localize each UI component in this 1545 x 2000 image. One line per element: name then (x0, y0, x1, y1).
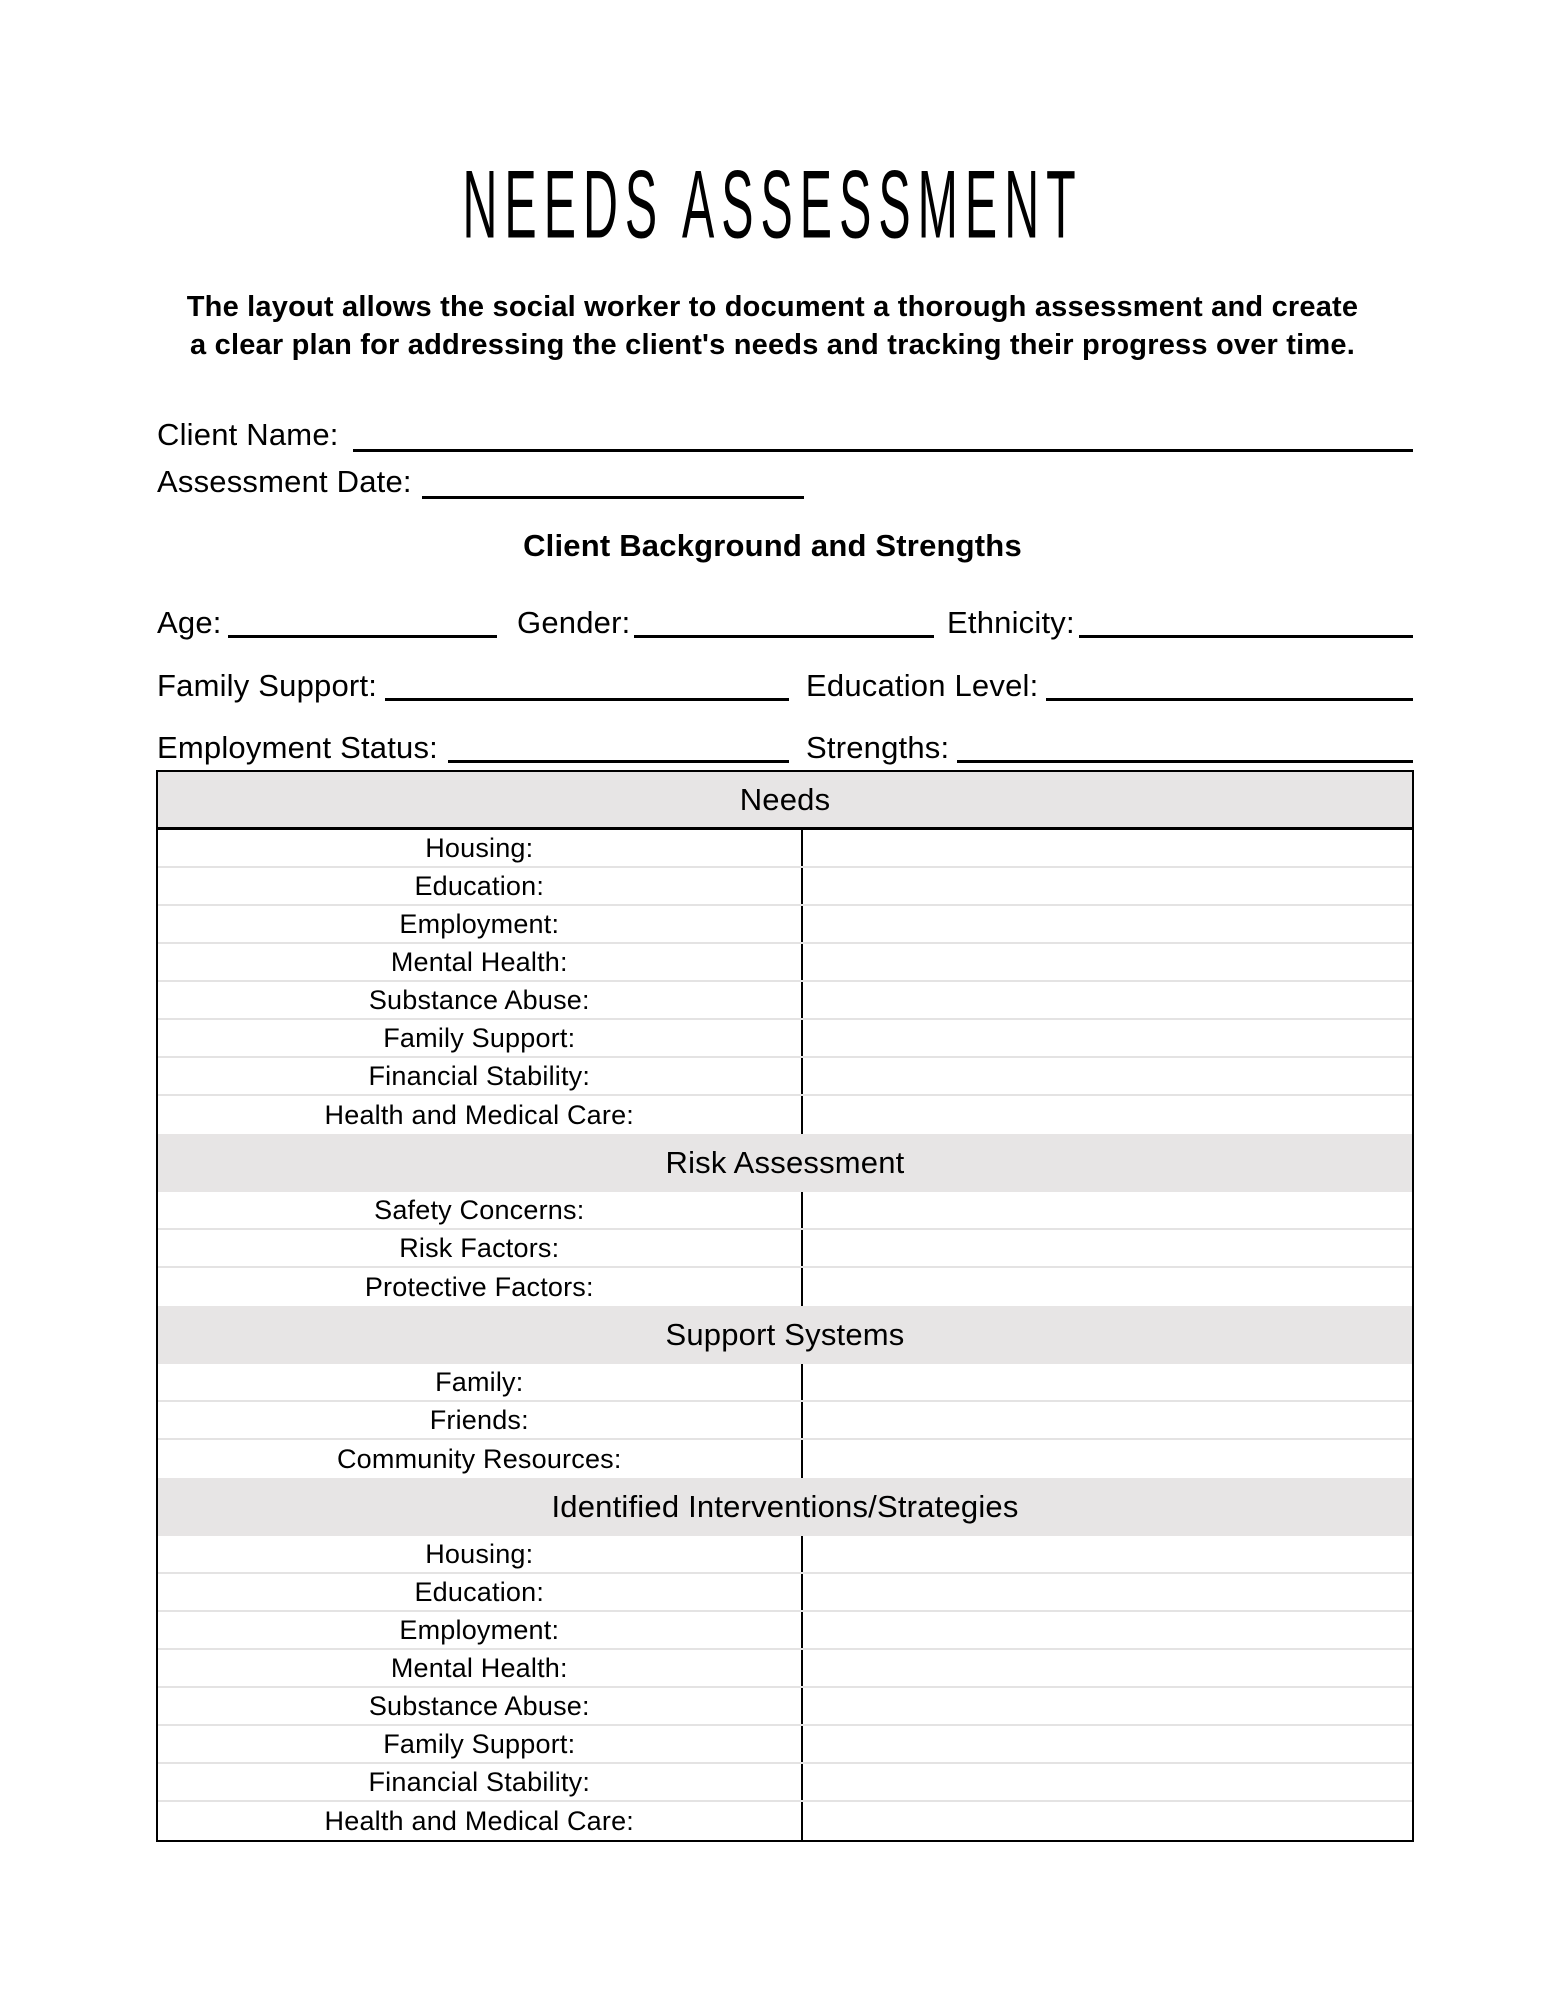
needs-substance-abuse-value-cell[interactable] (803, 982, 1412, 1018)
strengths-field[interactable] (957, 760, 1413, 763)
assessment-date-field[interactable] (422, 496, 804, 499)
demographics-row-3 (157, 730, 1413, 766)
section-rows-support-systems (158, 1364, 1412, 1478)
financial-stability-row-label: Financial Stability: (158, 1058, 803, 1094)
title-area (0, 150, 1545, 260)
table-row (158, 1764, 1412, 1802)
identified-interventions-strategies-financial-stability-value-cell[interactable] (803, 1764, 1412, 1800)
table-row (158, 982, 1412, 1020)
support-systems-family-value-cell[interactable] (803, 1364, 1412, 1400)
strengths-label: Strengths: (806, 730, 950, 765)
employment-row-label: Employment: (158, 906, 803, 942)
table-row (158, 1650, 1412, 1688)
needs-financial-stability-value-cell[interactable] (803, 1058, 1412, 1094)
identified-interventions-strategies-employment-value-cell[interactable] (803, 1612, 1412, 1648)
needs-health-and-medical-care-value-cell[interactable] (803, 1096, 1412, 1134)
table-row (158, 868, 1412, 906)
gender-field[interactable] (634, 635, 934, 638)
housing-row-label: Housing: (158, 1536, 803, 1572)
table-row (158, 1364, 1412, 1402)
risk-factors-row-label: Risk Factors: (158, 1230, 803, 1266)
section-header-risk-assessment: Risk Assessment (158, 1134, 1412, 1192)
table-row (158, 1688, 1412, 1726)
page-description: The layout allows the social worker to document a thorough assessment and create a clear plan for addressing the client's needs and tracking their progress over time. (186, 291, 1359, 362)
client-name-row (157, 415, 1413, 455)
health-and-medical-care-row-label: Health and Medical Care: (158, 1096, 803, 1134)
needs-family-support-value-cell[interactable] (803, 1020, 1412, 1056)
family-support-row-label: Family Support: (158, 1726, 803, 1762)
ethnicity-field[interactable] (1079, 635, 1413, 638)
identified-interventions-strategies-health-and-medical-care-value-cell[interactable] (803, 1802, 1412, 1840)
assessment-date-row (157, 462, 1413, 502)
section-header-identified-interventions-strategies: Identified Interventions/Strategies (158, 1478, 1412, 1536)
mental-health-row-label: Mental Health: (158, 944, 803, 980)
age-label: Age: (157, 605, 222, 640)
ethnicity-label: Ethnicity: (947, 605, 1075, 640)
financial-stability-row-label: Financial Stability: (158, 1764, 803, 1800)
community-resources-row-label: Community Resources: (158, 1440, 803, 1478)
section-rows-needs (158, 830, 1412, 1134)
table-row (158, 1020, 1412, 1058)
friends-row-label: Friends: (158, 1402, 803, 1438)
demographics-row-2 (157, 668, 1413, 704)
section-header-support-systems: Support Systems (158, 1306, 1412, 1364)
table-row (158, 1268, 1412, 1306)
page-title: NEEDS ASSESSMENT (462, 151, 1083, 259)
needs-education-value-cell[interactable] (803, 868, 1412, 904)
family-support-field[interactable] (385, 698, 789, 701)
table-row (158, 1726, 1412, 1764)
table-row (158, 944, 1412, 982)
table-row (158, 830, 1412, 868)
safety-concerns-row-label: Safety Concerns: (158, 1192, 803, 1228)
section-header-needs: Needs (158, 772, 1412, 830)
family-row-label: Family: (158, 1364, 803, 1400)
assessment-table (156, 770, 1414, 1842)
table-row (158, 1058, 1412, 1096)
background-section-heading: Client Background and Strengths (523, 528, 1022, 563)
mental-health-row-label: Mental Health: (158, 1650, 803, 1686)
health-and-medical-care-row-label: Health and Medical Care: (158, 1802, 803, 1840)
identified-interventions-strategies-education-value-cell[interactable] (803, 1574, 1412, 1610)
support-systems-community-resources-value-cell[interactable] (803, 1440, 1412, 1478)
support-systems-friends-value-cell[interactable] (803, 1402, 1412, 1438)
education-row-label: Education: (158, 1574, 803, 1610)
employment-status-label: Employment Status: (157, 730, 438, 765)
substance-abuse-row-label: Substance Abuse: (158, 982, 803, 1018)
employment-status-field[interactable] (448, 760, 789, 763)
needs-housing-value-cell[interactable] (803, 830, 1412, 866)
table-row (158, 1612, 1412, 1650)
section-rows-identified-interventions-strategies (158, 1536, 1412, 1840)
family-support-label: Family Support: (157, 668, 378, 703)
table-row (158, 1402, 1412, 1440)
needs-employment-value-cell[interactable] (803, 906, 1412, 942)
needs-mental-health-value-cell[interactable] (803, 944, 1412, 980)
client-name-label: Client Name: (157, 417, 339, 452)
family-support-row-label: Family Support: (158, 1020, 803, 1056)
risk-assessment-protective-factors-value-cell[interactable] (803, 1268, 1412, 1306)
subtitle-area (0, 288, 1545, 365)
section-rows-risk-assessment (158, 1192, 1412, 1306)
substance-abuse-row-label: Substance Abuse: (158, 1688, 803, 1724)
education-level-label: Education Level: (806, 668, 1039, 703)
table-row (158, 1096, 1412, 1134)
table-row (158, 1802, 1412, 1840)
risk-assessment-risk-factors-value-cell[interactable] (803, 1230, 1412, 1266)
employment-row-label: Employment: (158, 1612, 803, 1648)
housing-row-label: Housing: (158, 830, 803, 866)
risk-assessment-safety-concerns-value-cell[interactable] (803, 1192, 1412, 1228)
demographics-row-1 (157, 605, 1413, 641)
gender-label: Gender: (517, 605, 631, 640)
identified-interventions-strategies-housing-value-cell[interactable] (803, 1536, 1412, 1572)
table-row (158, 1440, 1412, 1478)
age-field[interactable] (228, 635, 497, 638)
table-row (158, 1192, 1412, 1230)
education-level-field[interactable] (1046, 698, 1413, 701)
table-row (158, 1230, 1412, 1268)
education-row-label: Education: (158, 868, 803, 904)
assessment-date-label: Assessment Date: (157, 464, 412, 499)
identified-interventions-strategies-substance-abuse-value-cell[interactable] (803, 1688, 1412, 1724)
protective-factors-row-label: Protective Factors: (158, 1268, 803, 1306)
identified-interventions-strategies-family-support-value-cell[interactable] (803, 1726, 1412, 1762)
table-row (158, 1536, 1412, 1574)
identified-interventions-strategies-mental-health-value-cell[interactable] (803, 1650, 1412, 1686)
table-row (158, 906, 1412, 944)
table-row (158, 1574, 1412, 1612)
client-name-field[interactable] (353, 449, 1413, 452)
